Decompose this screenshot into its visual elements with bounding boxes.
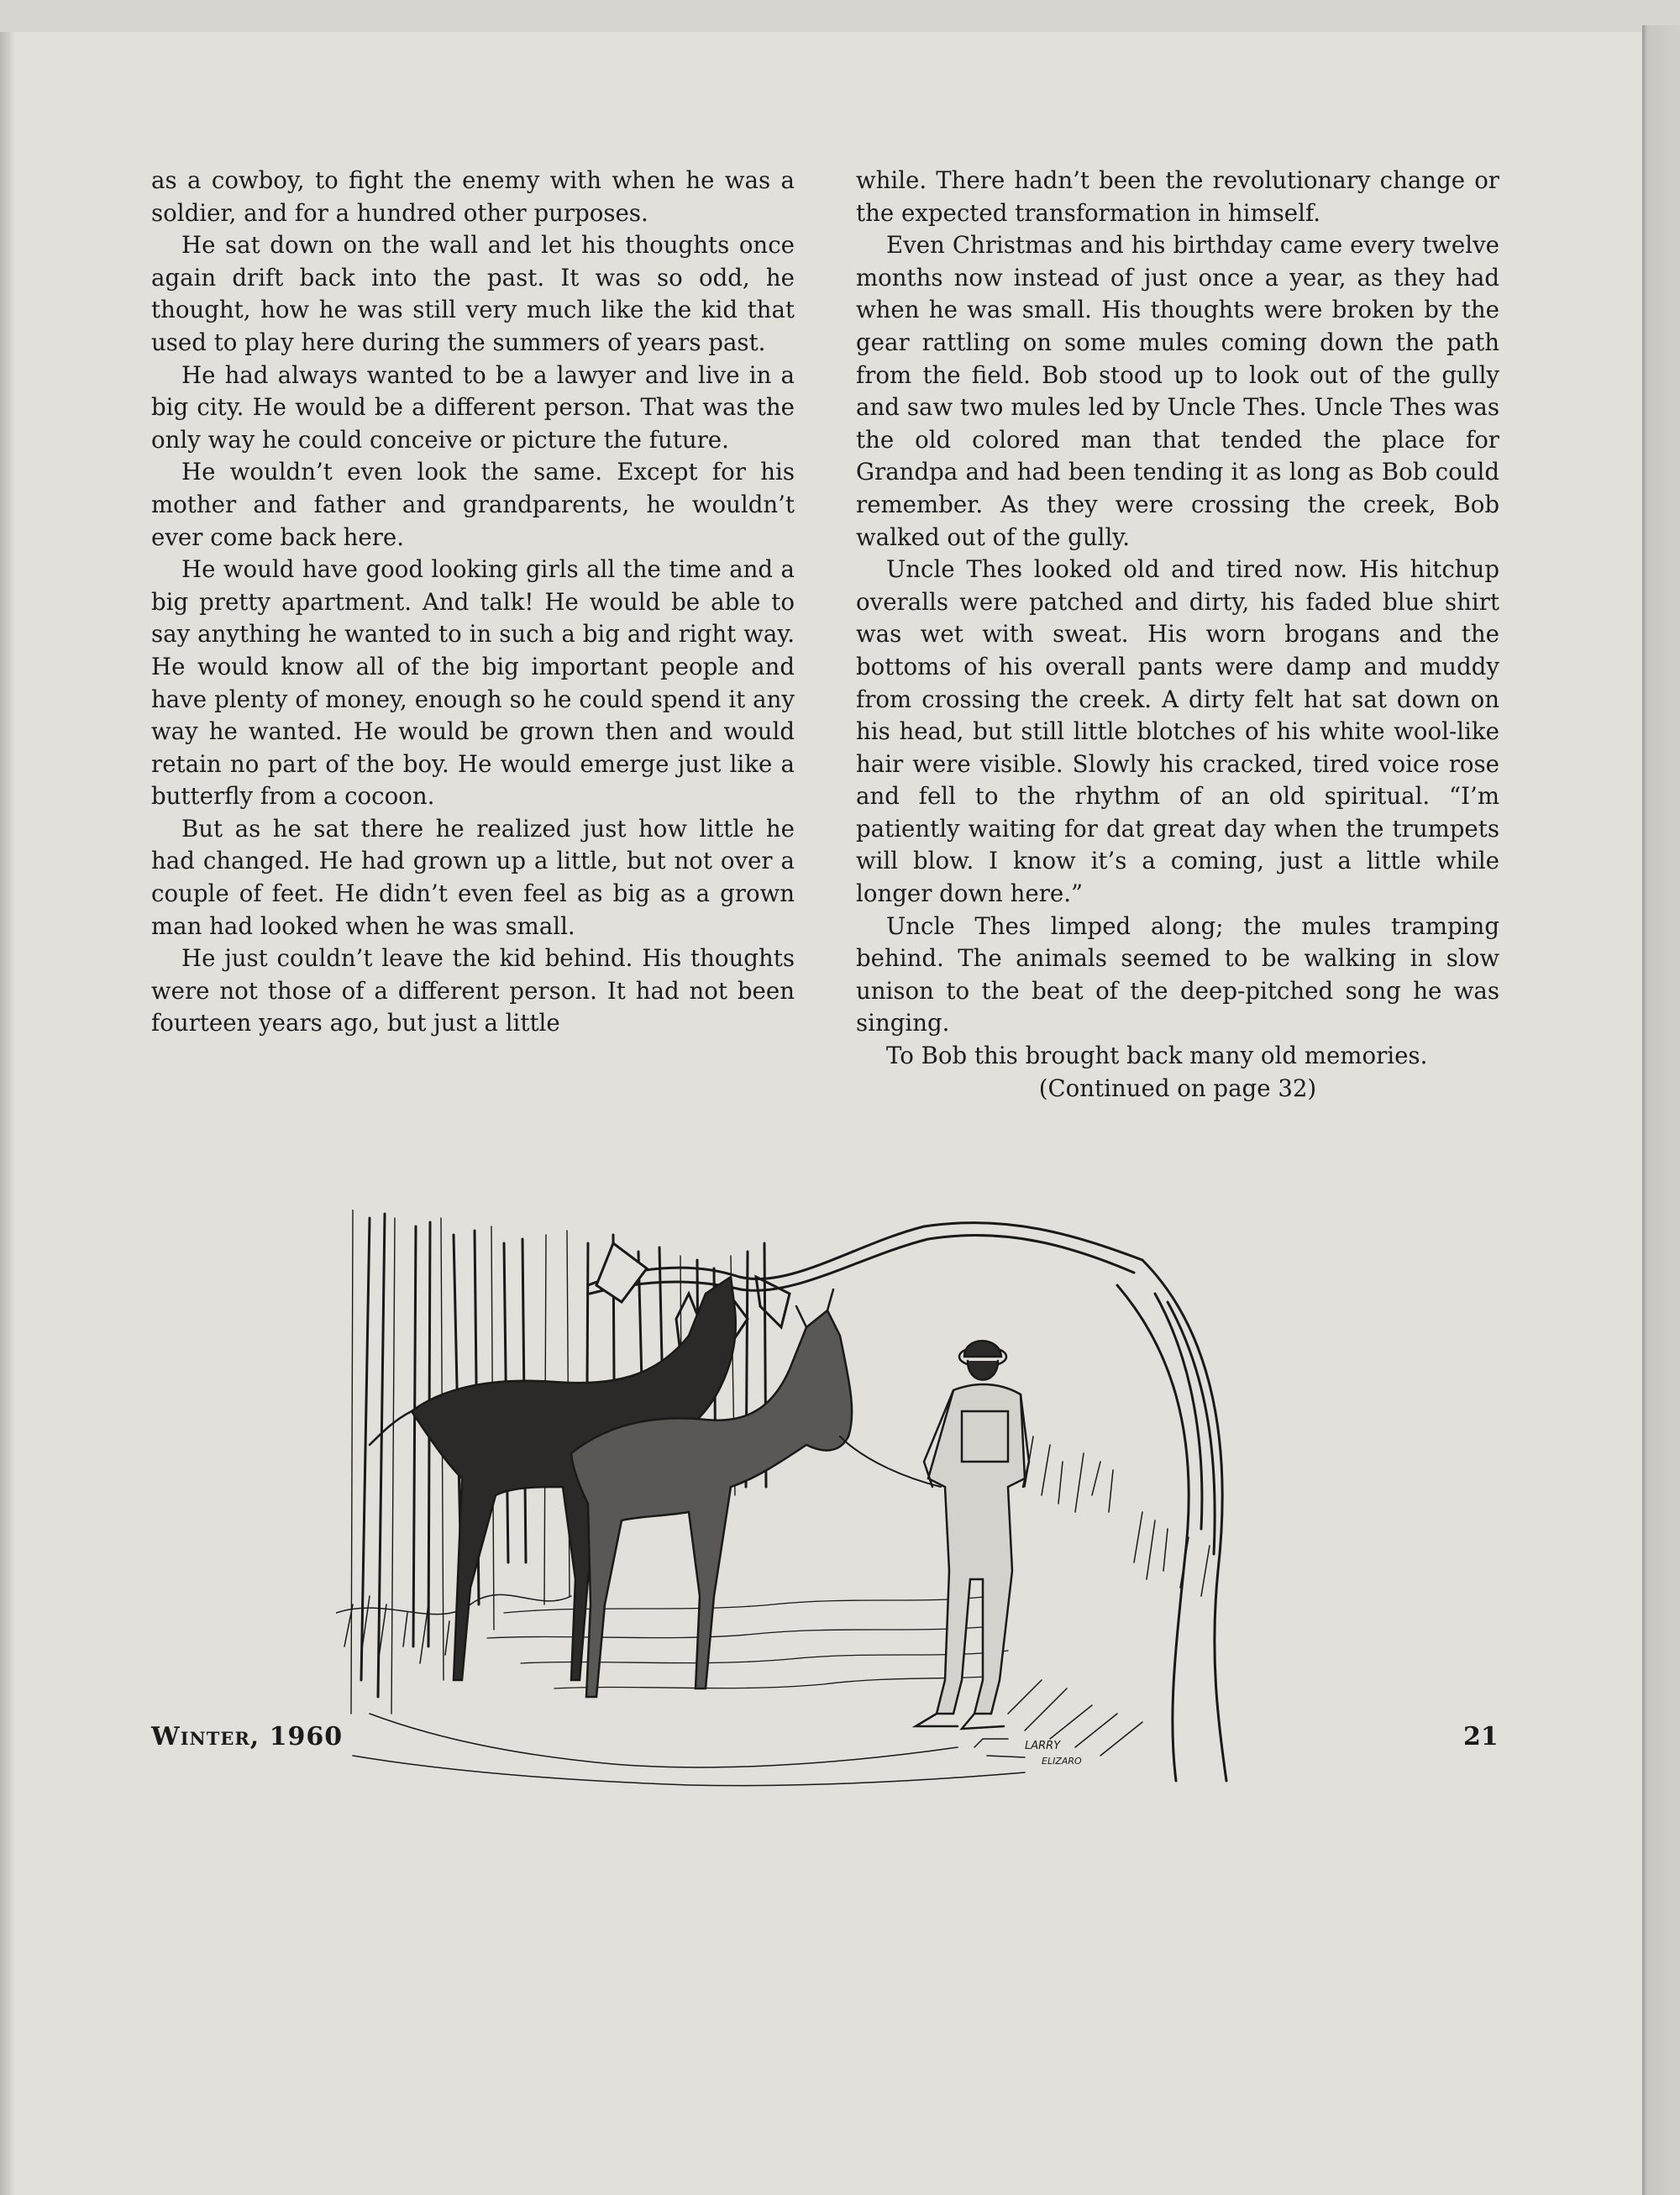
branch bbox=[588, 1223, 1142, 1352]
issue-label: Winter, 1960 bbox=[151, 1722, 344, 1751]
page-number: 21 bbox=[1463, 1722, 1499, 1751]
paragraph: He just couldn’t leave the kid behind. His thoughts were not those of a different person. It had not been fourteen years ago, but just a little bbox=[151, 944, 795, 1037]
paragraph: He sat down on the wall and let his thoughts once again drift back into the past. It was so odd, he thought, how he was still very much like the kid that used to play here during the summers of years past. bbox=[151, 231, 795, 356]
signature-line-2: ELIZARO bbox=[1042, 1756, 1082, 1767]
paragraph: He had always wanted to be a lawyer and live in a big city. He would be a different person. That was the only way he could conceive or picture the future. bbox=[151, 360, 795, 454]
left-text-column bbox=[151, 165, 795, 1040]
uncle-thes-figure bbox=[916, 1341, 1029, 1729]
paragraph: But as he sat there he realized just how little he had changed. He had grown up a little, but not over a couple of feet. He didn’t even feel as big as a grown man had looked when he was small. bbox=[151, 814, 795, 940]
paragraph: Even Christmas and his birthday came every twelve months now instead of just once a year, as they had when he was small. His thoughts were broken by the gear rattling on some mules coming down the path from the field. Bob stood up to look out of the gully and saw two mules led by Uncle Thes. Uncle Thes was the old colored man that tended the place for Grandpa and had been tending it as long as Bob could remember. As they were crossing the creek, Bob walked out of the gully. bbox=[856, 231, 1499, 551]
ink-illustration bbox=[336, 1210, 1344, 1789]
lead-rope bbox=[840, 1436, 941, 1487]
continued-note: (Continued on page 32) bbox=[1038, 1074, 1317, 1102]
paragraph: He would have good looking girls all the time and a big pretty apartment. And talk! He would be able to say anything he wanted to in such a big and right way. He would know all of the big important people and have plenty of money, enough so he could spend it any way he wanted. He would be grown then and would retain no part of the boy. He would emerge just like a butterfly from a cocoon. bbox=[151, 555, 795, 811]
creek bbox=[487, 1596, 1008, 1688]
artist-signature-mark bbox=[974, 1739, 1025, 1757]
right-text-column bbox=[856, 165, 1499, 1105]
signature-line-1: LARRY bbox=[1025, 1740, 1061, 1752]
right-tree bbox=[1117, 1260, 1226, 1781]
paragraph: Uncle Thes limped along; the mules tramping behind. The animals seemed to be walking in slow unison to the beat of the deep-pitched song he was singing. bbox=[856, 911, 1499, 1037]
paragraph: Uncle Thes looked old and tired now. His hitchup overalls were patched and dirty, his faded blue shirt was wet with sweat. His worn brogans and the bottoms of his overall pants were damp and muddy from crossing the creek. A dirty felt hat sat down on his head, but still little blotches of his white wool-like hair were visible. Slowly his cracked, tired voice rose and fell to the rhythm of an old spiritual. “I’m patiently waiting for dat great day when the trumpets will blow. I know it’s a coming, just a little while longer down here.” bbox=[856, 555, 1499, 908]
page-edge bbox=[1642, 25, 1680, 2195]
paragraph: while. There hadn’t been the revolutionary change or the expected transformation in himself. bbox=[856, 166, 1499, 227]
paragraph: To Bob this brought back many old memories. bbox=[886, 1042, 1428, 1070]
page-binding-shadow bbox=[0, 32, 15, 2195]
paragraph: He wouldn’t even look the same. Except for his mother and father and grandparents, he wouldn’t ever come back here. bbox=[151, 458, 795, 551]
paragraph: as a cowboy, to fight the enemy with when he was a soldier, and for a hundred other purposes. bbox=[151, 166, 795, 227]
